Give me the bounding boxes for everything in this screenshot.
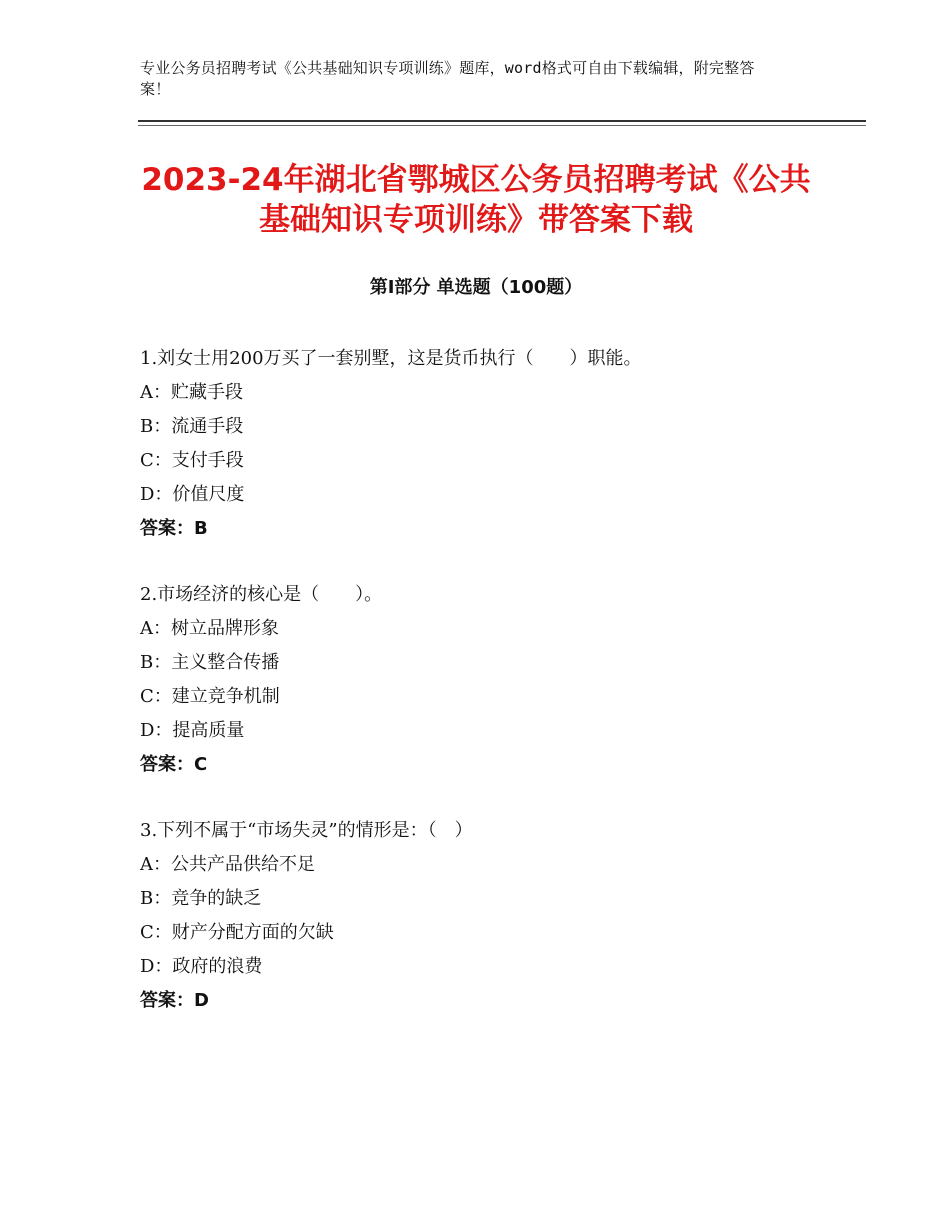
question-1 [140, 342, 840, 546]
question-stem: 3.下列不属于“市场失灵”的情形是：（ ） [140, 820, 473, 841]
question-stem: 1.刘女士用200万买了一套别墅，这是货币执行（ ）职能。 [140, 348, 642, 369]
answer: 答案：D [140, 990, 209, 1011]
option-c: C：财产分配方面的欠缺 [140, 922, 334, 943]
section-title: 第Ⅰ部分 单选题（100题） [369, 277, 583, 298]
option-b: B：竞争的缺乏 [140, 888, 262, 909]
option-d: D：政府的浪费 [140, 956, 263, 977]
answer: 答案：B [140, 518, 208, 539]
option-a: A：树立品牌形象 [140, 618, 279, 639]
question-stem: 2.市场经济的核心是（ ）。 [140, 584, 383, 605]
answer: 答案：C [140, 754, 208, 775]
document-title: 2023-24年湖北省鄂城区公务员招聘考试《公共基础知识专项训练》带答案下载 [141, 162, 811, 238]
option-a: A：公共产品供给不足 [140, 854, 315, 875]
header-divider-thick [138, 120, 866, 122]
question-list [140, 342, 840, 1050]
header-note: 专业公务员招聘考试《公共基础知识专项训练》题库，word格式可自由下载编辑，附完整答案！ [140, 59, 755, 98]
option-d: D：价值尺度 [140, 484, 245, 505]
option-c: C：建立竞争机制 [140, 686, 280, 707]
option-a: A：贮藏手段 [140, 382, 243, 403]
option-c: C：支付手段 [140, 450, 244, 471]
option-b: B：流通手段 [140, 416, 244, 437]
option-b: B：主义整合传播 [140, 652, 280, 673]
option-d: D：提高质量 [140, 720, 245, 741]
header-divider-thin [138, 125, 866, 126]
question-3 [140, 814, 840, 1018]
question-2 [140, 578, 840, 782]
